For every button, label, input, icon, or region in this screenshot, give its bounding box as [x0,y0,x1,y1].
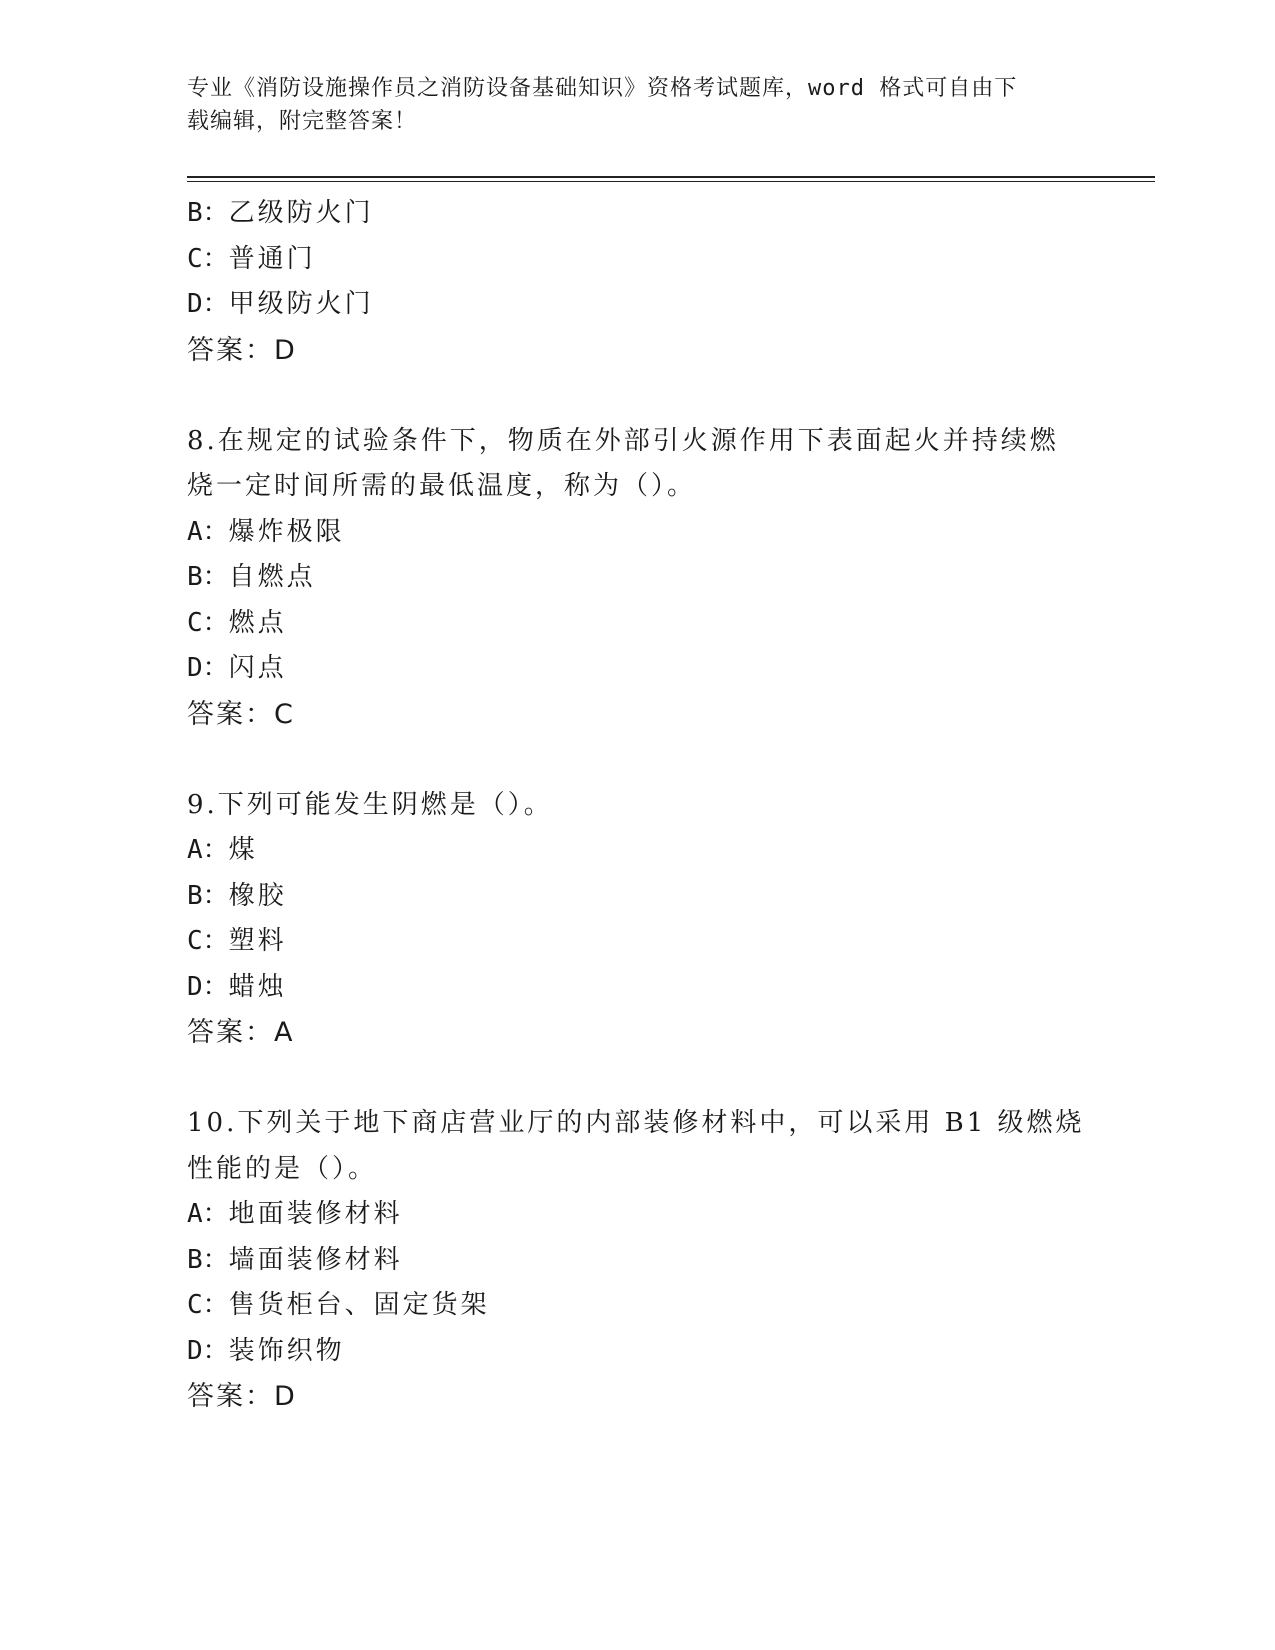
option-d: D：装饰织物 [187,1335,345,1366]
option-a: A：煤 [187,835,258,865]
question-stem-line: 8.在规定的试验条件下，物质在外部引火源作用下表面起火并持续燃 [187,425,1059,456]
option-c: C：塑料 [187,926,287,956]
option-c: C：燃点 [187,607,287,638]
question-8 [187,419,1087,738]
header-divider-thick [187,176,1155,178]
option-d: D：闪点 [187,653,287,683]
answer: 答案：C [187,698,295,730]
header-divider-thin [187,181,1155,182]
option-d: D：甲级防火门 [187,289,374,319]
question-stem-line: 9.下列可能发生阴燃是（）。 [187,789,553,820]
answer: 答案：D [187,334,297,366]
answer: 答案：A [187,1017,295,1048]
option-b: B：乙级防火门 [187,198,374,228]
option-a: A：地面装修材料 [187,1199,403,1229]
option-b: B：橡胶 [187,880,287,911]
option-b: B：墙面装修材料 [187,1244,403,1275]
question-10 [187,1101,1087,1420]
option-a: A：爆炸极限 [187,516,345,547]
question-7-continued [187,191,1087,373]
option-c: C：售货柜台、固定货架 [187,1290,490,1320]
option-c: C：普通门 [187,243,316,274]
header-line-2: 载编辑，附完整答案！ [187,109,418,134]
document-header [187,72,1067,138]
question-stem-line: 烧一定时间所需的最低温度，称为（）。 [187,471,697,501]
answer: 答案：D [187,1381,297,1412]
option-d: D：蜡烛 [187,971,287,1002]
header-line-1: 专业《消防设施操作员之消防设备基础知识》资格考试题库，word 格式可自由下 [187,76,1018,101]
option-b: B：自燃点 [187,562,316,592]
question-list [187,191,1087,1420]
question-stem-line: 性能的是（）。 [187,1153,378,1184]
question-stem-line: 10.下列关于地下商店营业厅的内部装修材料中，可以采用 B1 级燃烧 [187,1108,1085,1138]
question-9 [187,783,1087,1056]
